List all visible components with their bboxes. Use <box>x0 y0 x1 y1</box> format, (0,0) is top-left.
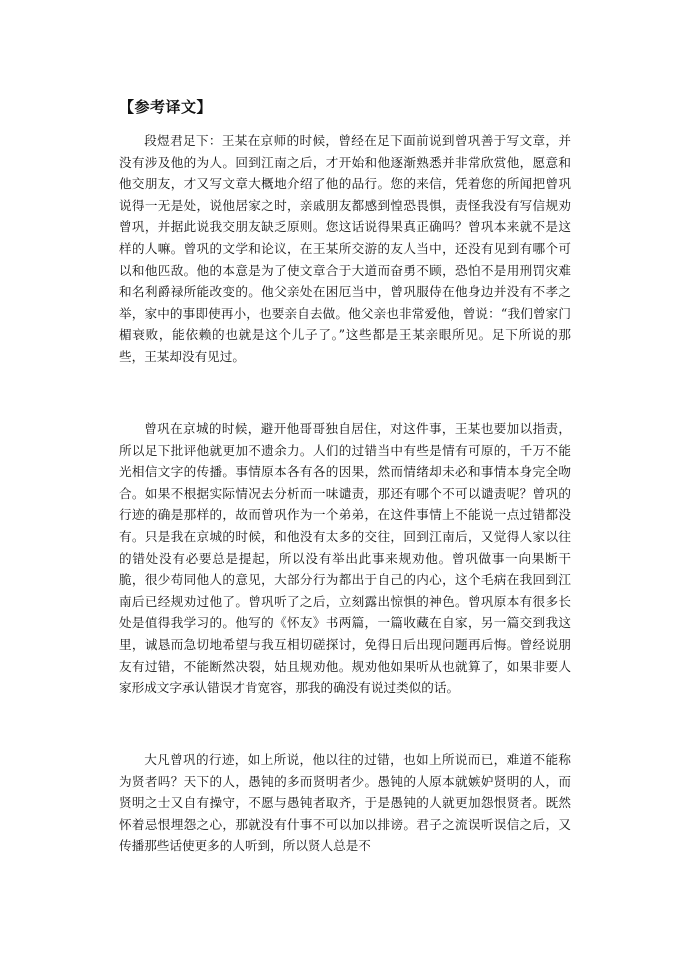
paragraph-2: 曾巩在京城的时候，避开他哥哥独自居住，对这件事，王某也要加以指责，所以足下批评他就更加不遗余力。人们的过错当中有些是情有可原的，千万不能光相信文字的传播。事情原本各有各的因果，然而情绪却未必和事情本身完全吻合。如果不根据实际情况去分析而一味谴责，那还有哪个不可以谴责呢？曾巩的行迹的确是那样的，故而曾巩作为一个弟弟，在这件事情上不能说一点过错都没有。只是我在京城的时候，和他没有太多的交往，回到江南后，又觉得人家以往的错处没有必要总是提起，所以没有举出此事来规劝他。曾巩做事一向果断干脆，很少苟同他人的意见，大部分行为都出于自己的内心，这个毛病在我回到江南后已经规劝过他了。曾巩听了之后，立刻露出惊惧的神色。曾巩原本有很多长处是值得我学习的。他写的《怀友》书两篇，一篇收藏在自家，另一篇交到我这里，诚恳而急切地希望与我互相切磋探讨，免得日后出现问题再后悔。曾经说朋友有过错，不能断然决裂，姑且规劝他。规劝他如果听从也就算了，如果非要人家形成文字承认错误才肯宽容，那我的确没有说过类似的话。 <box>119 421 571 696</box>
section-heading: 【参考译文】 <box>119 98 213 116</box>
paragraph-1: 段煜君足下：王某在京师的时候，曾经在足下面前说到曾巩善于写文章，并没有涉及他的为人。回到江南之后，才开始和他逐渐熟悉并非常欣赏他，愿意和他交朋友，才又写文章大概地介绍了他的品行。您的来信，凭着您的所闻把曾巩说得一无是处，说他居家之时，亲戚朋友都感到惶恐畏惧，责怪我没有写信规劝曾巩，并据此说我交朋友缺乏原则。您这话说得果真正确吗？曾巩本来就不是这样的人嘛。曾巩的文学和论议，在王某所交游的友人当中，还没有见到有哪个可以和他匹敌。他的本意是为了使文章合于大道而奋勇不顾，恐怕不是用刑罚灾难和名利爵禄所能改变的。他父亲处在困厄当中，曾巩服侍在他身边并没有不孝之举，家中的事即使再小，也要亲自去做。他父亲也非常爱他，曾说：“我们曾家门楣衰败，能依赖的也就是这个儿子了。”这些都是王某亲眼所见。足下所说的那些，王某却没有见过。 <box>119 133 571 364</box>
paragraph-3: 大凡曾巩的行迹，如上所说，他以往的过错，也如上所说而已，难道不能称为贤者吗？天下的人，愚钝的多而贤明者少。愚钝的人原本就嫉妒贤明的人，而贤明之士又自有操守，不愿与愚钝者取齐，于是愚钝的人就更加怨恨贤者。既然怀着忌恨埋怨之心，那就没有什事不可以加以排谤。君子之流误听误信之后，又传播那些话使更多的人听到，所以贤人总是不 <box>119 752 571 854</box>
